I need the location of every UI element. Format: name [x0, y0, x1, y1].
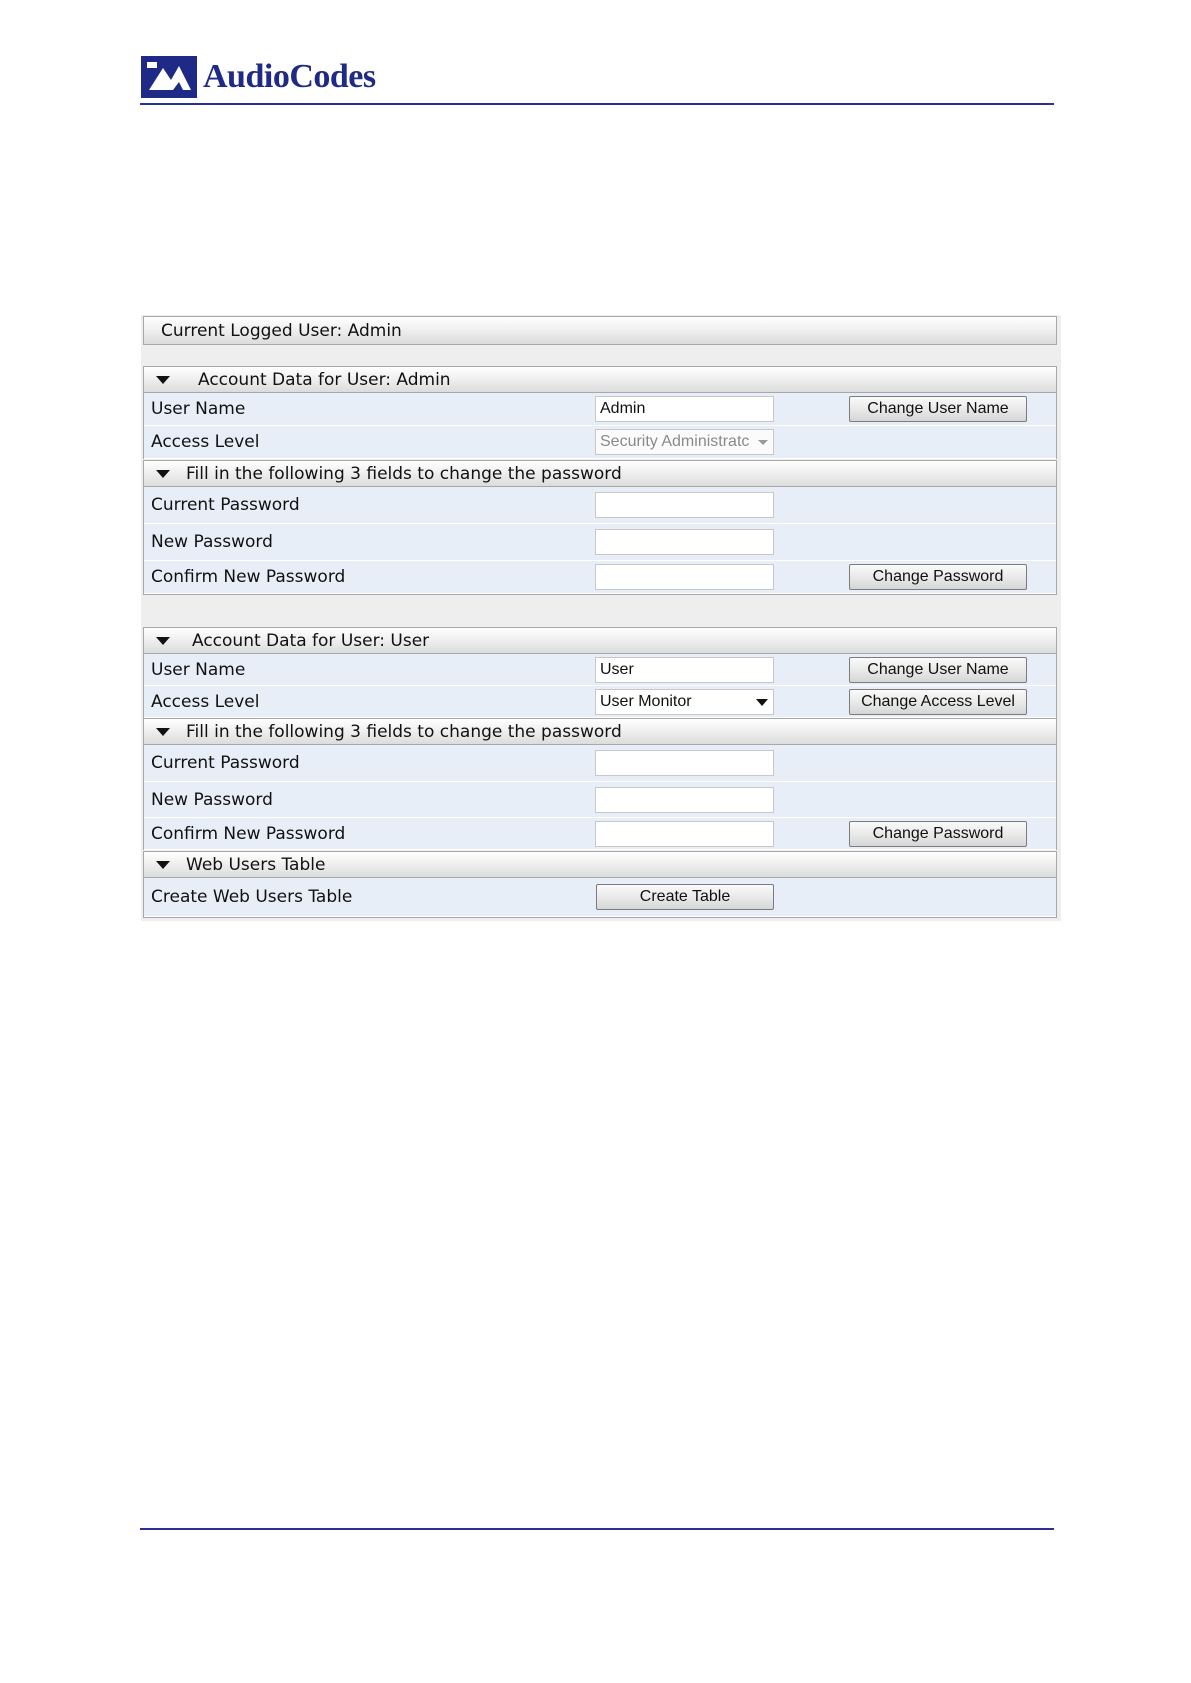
- change-access-level-button[interactable]: Change Access Level: [849, 689, 1027, 715]
- user-password-section: [143, 718, 1057, 850]
- admin-confirm-password-row: [144, 561, 1056, 594]
- user-account-section: [143, 627, 1057, 718]
- user-confirm-password-input[interactable]: [595, 821, 774, 847]
- user-new-password-row: [144, 782, 1056, 818]
- web-users-header[interactable]: [144, 851, 1056, 878]
- user-access-level-select[interactable]: [595, 689, 774, 715]
- collapse-arrow-icon[interactable]: [156, 376, 170, 384]
- admin-confirm-password-input[interactable]: [595, 564, 774, 590]
- admin-access-level-value: Security Administratc: [600, 433, 750, 450]
- collapse-arrow-icon[interactable]: [156, 728, 170, 736]
- create-table-button[interactable]: Create Table: [596, 884, 774, 910]
- admin-user-name-row: [144, 393, 1056, 426]
- user-name-label: User Name: [151, 659, 246, 680]
- admin-password-title: Fill in the following 3 fields to change the password: [186, 463, 622, 484]
- current-password-label: Current Password: [151, 753, 300, 773]
- admin-new-password-row: [144, 524, 1056, 561]
- logo-text: AudioCodes: [203, 58, 376, 95]
- current-user-bar: [143, 316, 1057, 345]
- admin-password-section: [143, 460, 1057, 595]
- new-password-label: New Password: [151, 532, 273, 552]
- collapse-arrow-icon[interactable]: [156, 861, 170, 869]
- admin-section-title: Account Data for User: Admin: [198, 369, 451, 390]
- web-users-table-section: [143, 851, 1057, 918]
- admin-section-header[interactable]: [144, 366, 1056, 393]
- current-user-text: Current Logged User: Admin: [161, 320, 402, 341]
- user-password-header[interactable]: [144, 718, 1056, 745]
- audiocodes-logo-icon: [141, 56, 197, 98]
- admin-user-name-input[interactable]: Admin: [595, 396, 774, 422]
- new-password-label: New Password: [151, 789, 273, 810]
- collapse-arrow-icon[interactable]: [156, 637, 170, 645]
- current-password-label: Current Password: [151, 495, 300, 515]
- confirm-password-label: Confirm New Password: [151, 823, 346, 844]
- user-user-name-input[interactable]: User: [595, 657, 774, 683]
- user-current-password-input[interactable]: [595, 750, 774, 776]
- admin-new-password-input[interactable]: [595, 529, 774, 555]
- admin-access-level-select: [595, 429, 774, 455]
- dropdown-arrow-icon: [758, 440, 768, 445]
- user-access-level-value: User Monitor: [600, 692, 692, 710]
- user-current-password-row: [144, 745, 1056, 782]
- user-change-user-name-button[interactable]: Change User Name: [849, 657, 1027, 683]
- web-user-accounts-panel: [141, 315, 1061, 921]
- admin-current-password-input[interactable]: [595, 492, 774, 518]
- header-rule: [140, 103, 1054, 105]
- admin-account-section: [143, 366, 1057, 459]
- dropdown-arrow-icon[interactable]: [756, 699, 768, 706]
- access-level-label: Access Level: [151, 691, 260, 712]
- admin-current-password-row: [144, 487, 1056, 524]
- user-change-password-button[interactable]: Change Password: [849, 821, 1027, 847]
- user-section-header[interactable]: [144, 627, 1056, 654]
- admin-password-header[interactable]: [144, 460, 1056, 487]
- user-access-level-row: [144, 686, 1056, 718]
- admin-change-user-name-button[interactable]: Change User Name: [849, 396, 1027, 422]
- user-password-title: Fill in the following 3 fields to change the password: [186, 721, 622, 742]
- confirm-password-label: Confirm New Password: [151, 567, 346, 587]
- user-confirm-password-row: [144, 818, 1056, 850]
- collapse-arrow-icon[interactable]: [156, 470, 170, 478]
- user-name-label: User Name: [151, 399, 246, 419]
- access-level-label: Access Level: [151, 432, 260, 452]
- admin-access-level-row: [144, 426, 1056, 459]
- user-new-password-input[interactable]: [595, 787, 774, 813]
- user-user-name-row: [144, 654, 1056, 686]
- footer-rule: [140, 1528, 1054, 1530]
- audiocodes-logo: [141, 55, 376, 99]
- admin-change-password-button[interactable]: Change Password: [849, 564, 1027, 590]
- create-web-users-row: [144, 878, 1056, 917]
- create-web-users-label: Create Web Users Table: [151, 887, 353, 907]
- web-users-title: Web Users Table: [186, 854, 326, 875]
- user-section-title: Account Data for User: User: [192, 630, 430, 651]
